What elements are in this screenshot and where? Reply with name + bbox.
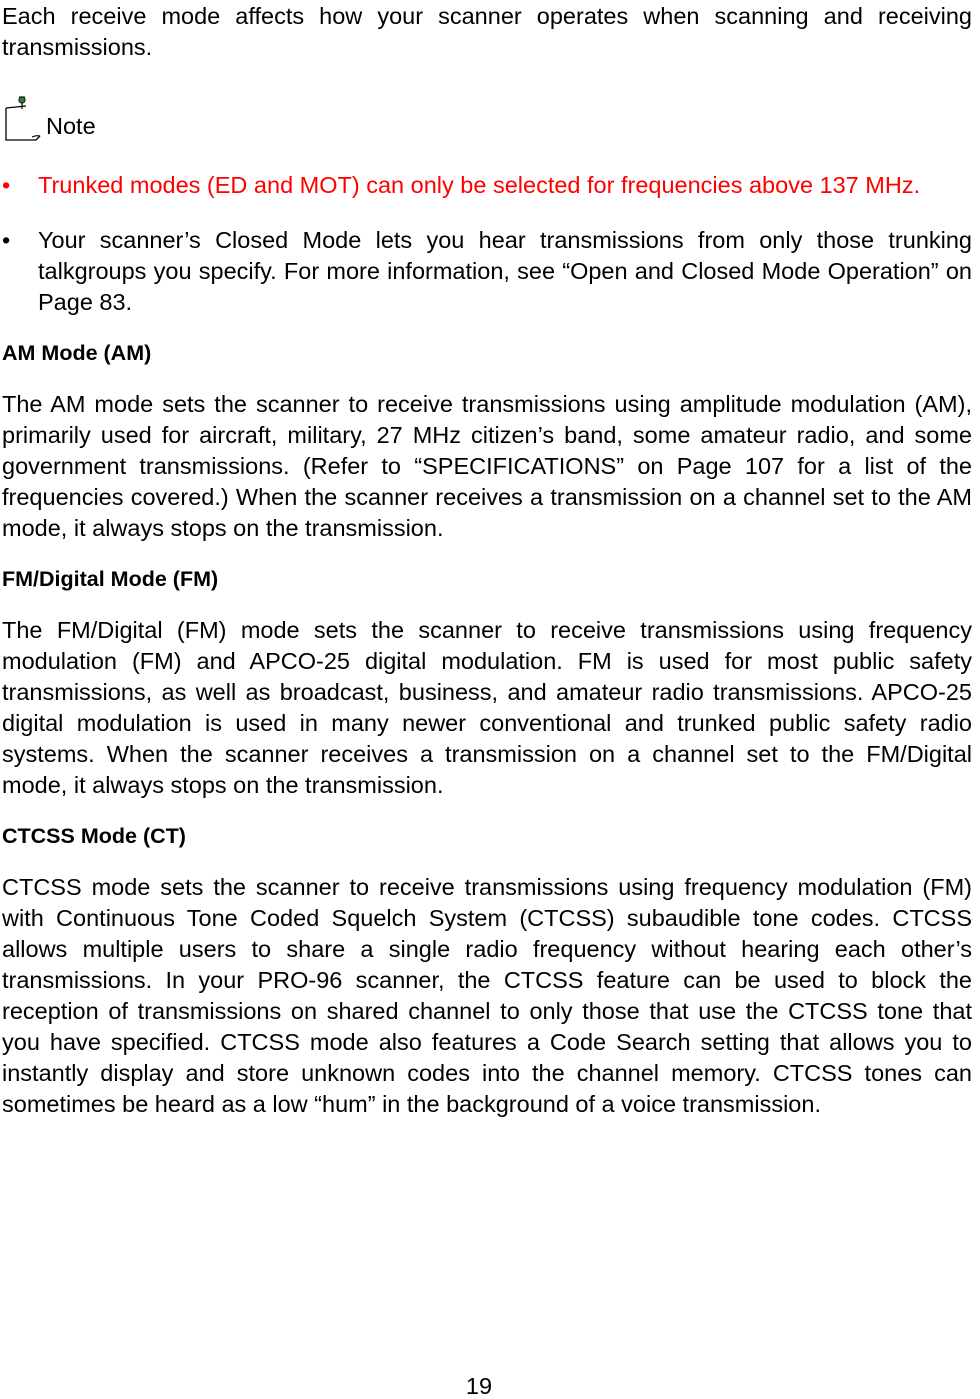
page-number: 19 xyxy=(465,1373,493,1399)
page-content xyxy=(2,0,972,1120)
note-list xyxy=(2,170,972,318)
bullet-icon: • xyxy=(2,172,11,198)
section-body-ctcss-mode: CTCSS mode sets the scanner to receive transmissions using frequency modulation (FM) with Continuous Tone Coded Squelch System (CTCSS) subaudible tone codes. CTCSS allows multiple users to share a single radio frequency without hearing each other’s transmissions. In your PRO-96 scanner, the CTCSS feature can be used to block the reception of transmissions on shared channel to only those that use the CTCSS tone that you have specified. CTCSS mode also features a Code Search setting that allows you to instantly display and store unknown codes into the channel memory. CTCSS tones can sometimes be heard as a low “hum” in the background of a voice transmission. xyxy=(2,874,972,1117)
note-item-trunked-modes xyxy=(2,170,972,201)
note-item-text: Trunked modes (ED and MOT) can only be selected for frequencies above 137 MHz. xyxy=(38,172,921,198)
section-body-am-mode: The AM mode sets the scanner to receive transmissions using amplitude modulation (AM), primarily used for aircraft, military, 27 MHz citizen’s band, some amateur radio, and some government transmissions. (Refer to “SPECIFICATIONS” on Page 107 for a list of the frequencies covered.) When the scanner receives a transmission on a channel set to the AM mode, it always stops on the transmission. xyxy=(2,391,972,541)
section-body-fm-digital-mode: The FM/Digital (FM) mode sets the scanner to receive transmissions using frequency modulation (FM) and APCO-25 digital modulation. FM is used for most public safety transmissions, as well as broadcast, business, and amateur radio transmissions. APCO-25 digital modulation is used in many newer conventional and trunked public safety radio systems. When the scanner receives a transmission on a channel set to the FM/Digital mode, it always stops on the transmission. xyxy=(2,617,972,798)
note-item-closed-mode xyxy=(2,225,972,318)
note-paper-icon xyxy=(2,90,44,144)
intro-paragraph: Each receive mode affects how your scanner operates when scanning and receiving transmissions. xyxy=(2,3,972,60)
note-item-text: Your scanner’s Closed Mode lets you hear transmissions from only those trunking talkgroups you specify. For more information, see “Open and Closed Mode Operation” on Page 83. xyxy=(38,227,972,315)
bullet-icon: • xyxy=(2,227,11,253)
section-heading-am-mode: AM Mode (AM) xyxy=(2,341,152,365)
section-heading-fm-digital-mode: FM/Digital Mode (FM) xyxy=(2,567,219,591)
note-label: Note xyxy=(46,113,96,139)
section-heading-ctcss-mode: CTCSS Mode (CT) xyxy=(2,824,186,848)
note-header xyxy=(2,92,972,144)
